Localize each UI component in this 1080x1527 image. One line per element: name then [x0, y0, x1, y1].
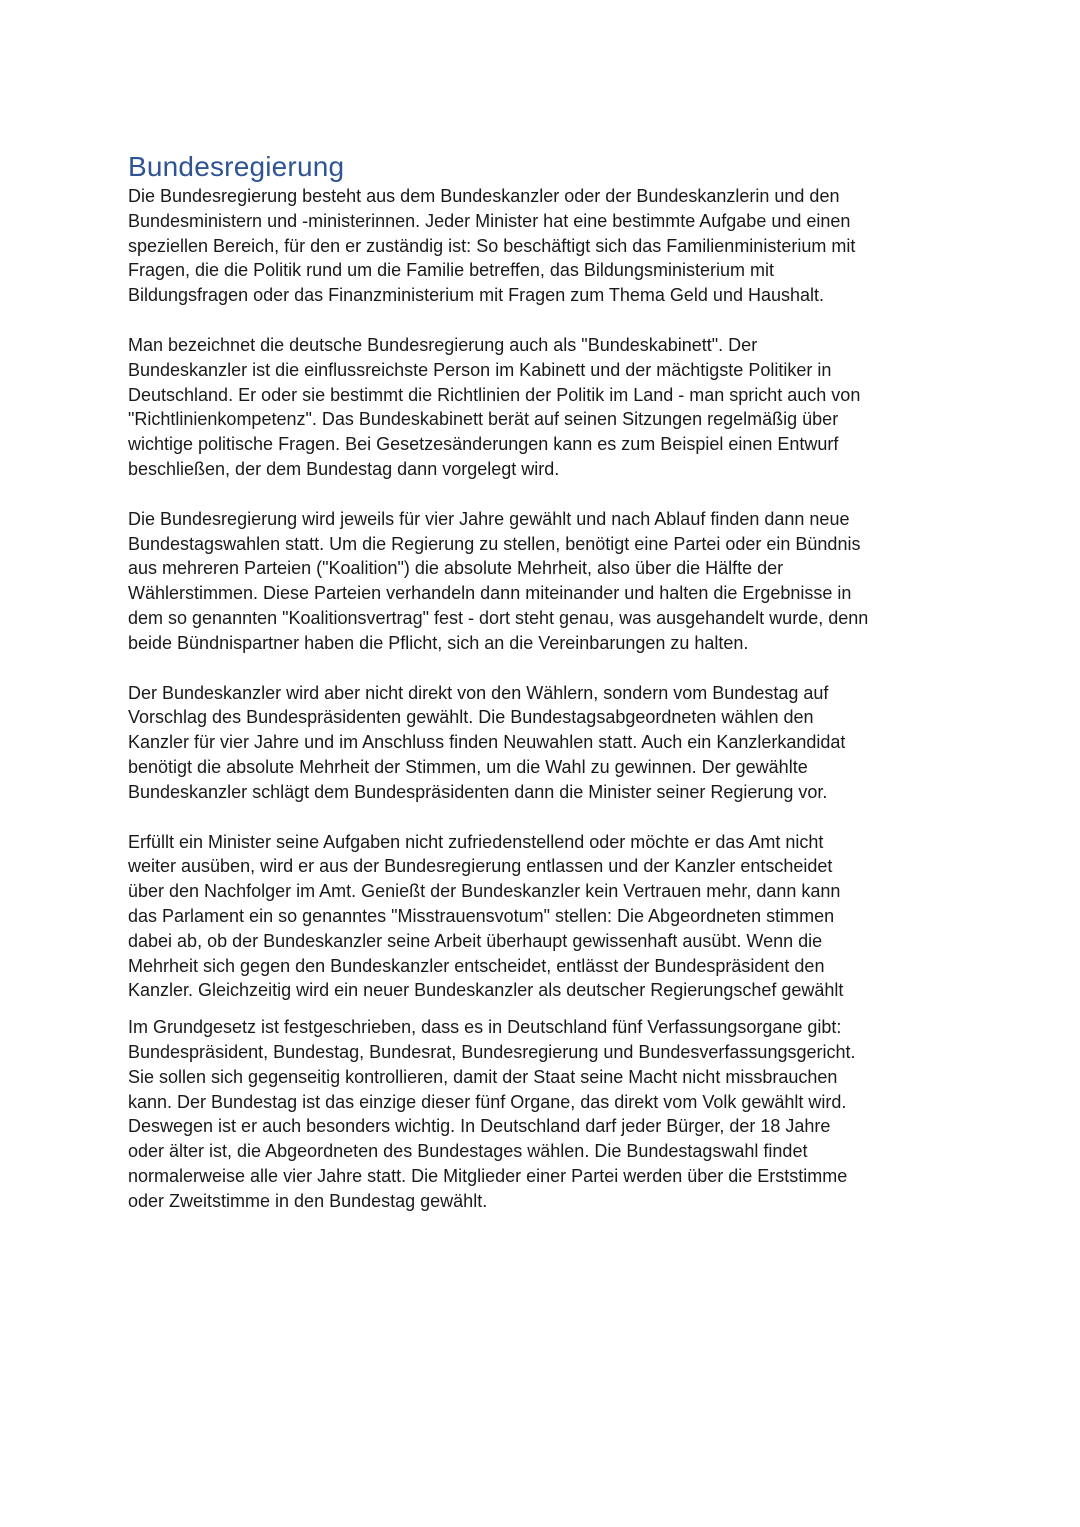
paragraph-intro: Die Bundesregierung besteht aus dem Bundeskanzler oder der Bundeskanzlerin und den Bundesministern und -ministerinnen. Jeder Minister hat eine bestimmte Aufgabe und einen speziellen Bereich, für den er zuständig ist: So beschäftigt sich das Familienministerium mit Fragen, die die Politik rund um die Familie betreffen, das Bildungsministerium mit Bildungsfragen oder das Finanzministerium mit Fragen zum Thema Geld und Haushalt. [128, 186, 856, 306]
paragraph-verfassungsorgane: Im Grundgesetz ist festgeschrieben, dass es in Deutschland fünf Verfassungsorgane gibt: Bundespräsident, Bundestag, Bundesrat, Bundesregierung und Bundesverfassungsgericht. Sie sollen sich gegenseitig kontrollieren, damit der Staat seine Macht nicht missbrauchen kann. Der Bundestag ist das einzige dieser fünf Organe, das direkt vom Volk gewählt wird. Deswegen ist er auch besonders wichtig. In Deutschland darf jeder Bürger, der 18 Jahre oder älter ist, die Abgeordneten des Bundestages wählen. Die Bundestagswahl findet normalerweise alle vier Jahre statt. Die Mitglieder einer Partei werden über die Erststimme oder Zweitstimme in den Bundestag gewählt. [128, 1017, 856, 1211]
paragraph-bundeskabinett: Man bezeichnet die deutsche Bundesregierung auch als "Bundeskabinett". Der Bundeskanzler ist die einflussreichste Person im Kabinett und der mächtigste Politiker in Deutschland. Er oder sie bestimmt die Richtlinien der Politik im Land - man spricht auch von "Richtlinienkompetenz". Das Bundeskabinett berät auf seinen Sitzungen regelmäßig über wichtige politische Fragen. Bei Gesetzesänderungen kann es zum Beispiel einen Entwurf beschließen, der dem Bundestag dann vorgelegt wird. [128, 334, 861, 479]
paragraph-kanzlerwahl: Der Bundeskanzler wird aber nicht direkt von den Wählern, sondern vom Bundestag auf Vorschlag des Bundespräsidenten gewählt. Die Bundestagsabgeordneten wählen den Kanzler für vier Jahre und im Anschluss finden Neuwahlen statt. Auch ein Kanzlerkandidat benötigt die absolute Mehrheit der Stimmen, um die Wahl zu gewinnen. Der gewählte Bundeskanzler schlägt dem Bundespräsidenten dann die Minister seiner Regierung vor. [128, 682, 846, 802]
document-title: Bundesregierung [128, 151, 345, 182]
document-body [128, 150, 958, 1213]
paragraph-koalition: Die Bundesregierung wird jeweils für vier Jahre gewählt und nach Ablauf finden dann neue Bundestagswahlen statt. Um die Regierung zu stellen, benötigt eine Partei oder ein Bündnis aus mehreren Parteien ("Koalition") die absolute Mehrheit, also über die Hälfte der Wählerstimmen. Diese Parteien verhandeln dann miteinander und halten die Ergebnisse in dem so genannten "Koalitionsvertrag" fest - dort steht genau, was ausgehandelt wurde, denn beide Bündnispartner haben die Pflicht, sich an die Vereinbarungen zu halten. [128, 508, 869, 653]
paragraph-misstrauensvotum: Erfüllt ein Minister seine Aufgaben nicht zufriedenstellend oder möchte er das Amt nicht weiter ausüben, wird er aus der Bundesregierung entlassen und der Kanzler entscheidet über den Nachfolger im Amt. Genießt der Bundeskanzler kein Vertrauen mehr, dann kann das Parlament ein so genanntes "Misstrauensvotum" stellen: Die Abgeordneten stimmen dabei ab, ob der Bundeskanzler seine Arbeit überhaupt gewissenhaft ausübt. Wenn die Mehrheit sich gegen den Bundeskanzler entscheidet, entlässt der Bundespräsident den Kanzler. Gleichzeitig wird ein neuer Bundeskanzler als deutscher Regierungschef gewählt [128, 831, 844, 1001]
